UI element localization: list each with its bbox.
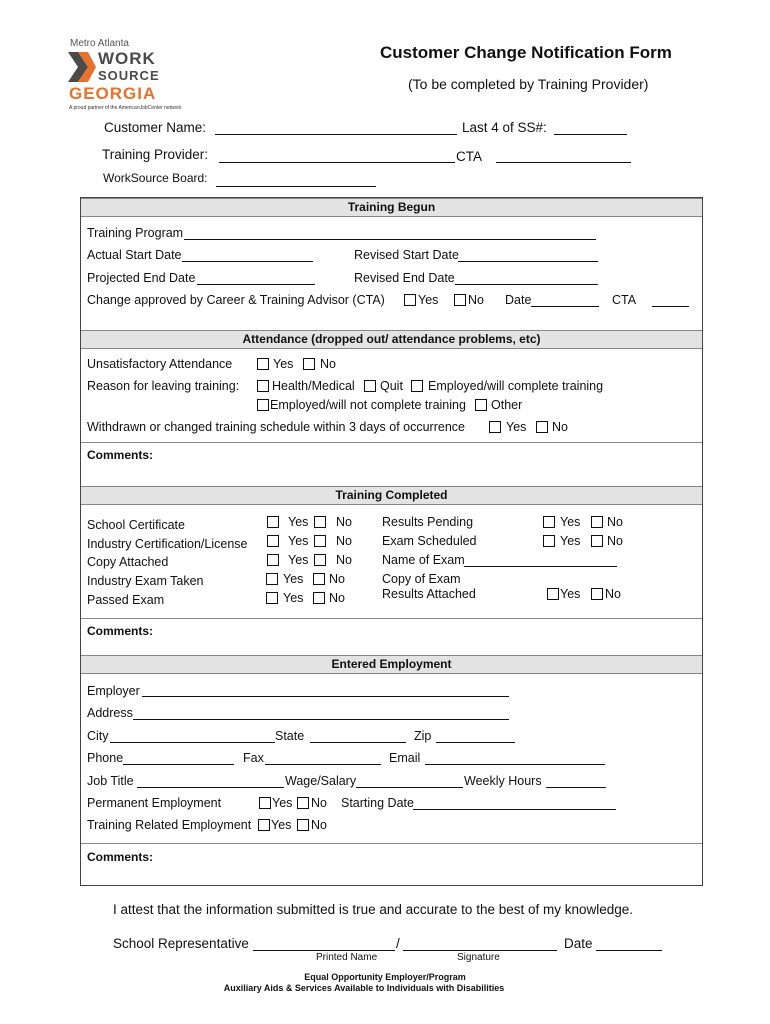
address-label: Address xyxy=(87,706,133,720)
cta-field[interactable] xyxy=(496,162,631,163)
permanent-employment-label: Permanent Employment xyxy=(87,796,222,810)
revised-start-label: Revised Start Date xyxy=(354,248,459,262)
approval-date-label: Date xyxy=(505,293,532,307)
employer-label: Employer xyxy=(87,684,140,698)
employed-complete-checkbox[interactable] xyxy=(411,380,423,392)
city-label: City xyxy=(87,729,109,743)
employer-field[interactable] xyxy=(142,696,509,697)
other-label: Other xyxy=(491,398,523,412)
ss-field[interactable] xyxy=(554,134,627,135)
attestation-text: I attest that the information submitted is true and accurate to the best of my knowledge. xyxy=(113,902,634,917)
customer-name-label: Customer Name: xyxy=(104,120,207,135)
state-field[interactable] xyxy=(310,742,406,743)
school-cert-yes-checkbox[interactable] xyxy=(267,516,279,528)
passed-exam-no-checkbox[interactable] xyxy=(313,592,325,604)
related-no-checkbox[interactable] xyxy=(297,819,309,831)
quit-label: Quit xyxy=(380,379,403,393)
cta-approved-yes-label: Yes xyxy=(418,293,439,307)
actual-start-field[interactable] xyxy=(182,261,313,262)
completed-left-labels xyxy=(87,516,248,610)
completed-comments-label: Comments: xyxy=(87,624,154,638)
form-subtitle: (To be completed by Training Provider) xyxy=(408,76,649,92)
job-title-field[interactable] xyxy=(137,787,284,788)
customer-name-field[interactable] xyxy=(215,134,457,135)
training-program-label: Training Program xyxy=(87,226,184,240)
training-provider-label: Training Provider: xyxy=(102,147,209,162)
results-pending-no-label: No xyxy=(607,515,623,529)
worksource-board-field[interactable] xyxy=(216,186,376,187)
industry-certification-label: Industry Certification/License xyxy=(87,536,248,551)
industry-cert-no-checkbox[interactable] xyxy=(314,535,326,547)
results-pending-yes-checkbox[interactable] xyxy=(543,516,555,528)
related-yes-label: Yes xyxy=(271,818,292,832)
exam-taken-yes-checkbox[interactable] xyxy=(266,573,278,585)
job-title-label: Job Title xyxy=(87,774,134,788)
actual-start-label: Actual Start Date xyxy=(87,248,182,262)
fax-field[interactable] xyxy=(265,764,381,765)
printed-name-caption: Printed Name xyxy=(316,952,378,963)
employment-comments-divider xyxy=(81,843,702,844)
exam-scheduled-label: Exam Scheduled xyxy=(382,534,477,548)
school-cert-no-checkbox[interactable] xyxy=(314,516,326,528)
logo-work-text: WORK xyxy=(98,49,156,68)
logo-source-text: SOURCE xyxy=(98,68,160,83)
employment-comments-label: Comments: xyxy=(87,850,154,864)
health-medical-checkbox[interactable] xyxy=(257,380,269,392)
unsat-no-label: No xyxy=(320,357,336,371)
withdrawn-label: Withdrawn or changed training schedule within 3 days of occurrence xyxy=(87,420,465,434)
exam-scheduled-no-label: No xyxy=(607,534,623,548)
school-cert-no-label: No xyxy=(336,515,352,529)
withdrawn-yes-checkbox[interactable] xyxy=(489,421,501,433)
city-field[interactable] xyxy=(110,742,275,743)
exam-scheduled-yes-label: Yes xyxy=(560,534,581,548)
training-program-field[interactable] xyxy=(184,239,596,240)
logo-chevron-icon xyxy=(68,52,96,82)
permanent-yes-label: Yes xyxy=(272,796,293,810)
revised-start-field[interactable] xyxy=(458,261,598,262)
cta-approved-no-checkbox[interactable] xyxy=(454,294,466,306)
email-field[interactable] xyxy=(425,764,605,765)
quit-checkbox[interactable] xyxy=(364,380,376,392)
wage-field[interactable] xyxy=(356,787,463,788)
training-completed-heading: Training Completed xyxy=(81,486,702,505)
copy-attached-no-label: No xyxy=(336,553,352,567)
unsatisfactory-attendance-label: Unsatisfactory Attendance xyxy=(87,357,233,371)
projected-end-label: Projected End Date xyxy=(87,271,196,285)
fax-label: Fax xyxy=(243,751,264,765)
attendance-comments-divider xyxy=(81,442,702,443)
revised-end-field[interactable] xyxy=(455,284,598,285)
cta-approved-no-label: No xyxy=(468,293,484,307)
cta-label: CTA xyxy=(456,149,482,164)
related-yes-checkbox[interactable] xyxy=(258,819,270,831)
wage-label: Wage/Salary xyxy=(285,774,357,788)
passed-exam-no-label: No xyxy=(329,591,345,605)
form-title: Customer Change Notification Form xyxy=(380,43,672,62)
logo-tagline: A proud partner of the AmericanJobCenter network xyxy=(69,105,182,111)
weekly-hours-label: Weekly Hours xyxy=(464,774,542,788)
logo-georgia-text: GEORGIA xyxy=(69,84,157,103)
completed-comments-divider xyxy=(81,618,702,619)
school-certificate-label: School Certificate xyxy=(87,518,185,532)
attendance-comments-label: Comments: xyxy=(87,448,154,462)
revised-end-label: Revised End Date xyxy=(354,271,455,285)
permanent-no-checkbox[interactable] xyxy=(297,797,309,809)
attendance-heading: Attendance (dropped out/ attendance problems, etc) xyxy=(81,330,702,349)
unsat-no-checkbox[interactable] xyxy=(303,358,315,370)
results-pending-no-checkbox[interactable] xyxy=(591,516,603,528)
results-attached-yes-label: Yes xyxy=(560,587,581,601)
passed-exam-yes-checkbox[interactable] xyxy=(266,592,278,604)
reason-leaving-label: Reason for leaving training: xyxy=(87,379,240,393)
exam-taken-no-label: No xyxy=(329,572,345,586)
related-no-label: No xyxy=(311,818,327,832)
worksource-board-label: WorkSource Board: xyxy=(103,171,208,185)
signature-caption: Signature xyxy=(457,952,500,963)
copy-attached-yes-label: Yes xyxy=(288,553,309,567)
copy-attached-label: Copy Attached xyxy=(87,555,169,570)
logo-region-text: Metro Atlanta xyxy=(70,38,129,49)
printed-name-field[interactable] xyxy=(253,950,395,951)
results-attached-no-label: No xyxy=(605,587,621,601)
training-provider-field[interactable] xyxy=(219,162,455,163)
industry-cert-yes-checkbox[interactable] xyxy=(267,535,279,547)
school-cert-yes-label: Yes xyxy=(288,515,309,529)
unsat-yes-checkbox[interactable] xyxy=(257,358,269,370)
results-pending-label: Results Pending xyxy=(382,515,474,529)
name-of-exam-field[interactable] xyxy=(464,566,617,567)
copy-attached-no-checkbox[interactable] xyxy=(314,554,326,566)
signature-field[interactable] xyxy=(403,950,557,951)
permanent-no-label: No xyxy=(311,796,327,810)
unsat-yes-label: Yes xyxy=(273,357,294,371)
school-representative-label: School Representative xyxy=(113,936,249,951)
results-pending-yes-label: Yes xyxy=(560,515,581,529)
exam-taken-yes-label: Yes xyxy=(283,572,304,586)
footer-date-field[interactable] xyxy=(596,950,662,951)
weekly-hours-field[interactable] xyxy=(546,787,606,788)
starting-date-label: Starting Date xyxy=(341,796,414,810)
address-field[interactable] xyxy=(133,719,509,720)
email-label: Email xyxy=(389,751,421,765)
copy-attached-yes-checkbox[interactable] xyxy=(267,554,279,566)
passed-exam-yes-label: Yes xyxy=(283,591,304,605)
starting-date-field[interactable] xyxy=(413,809,616,810)
approval-date-field[interactable] xyxy=(531,306,599,307)
auxiliary-aids-statement: Auxiliary Aids & Services Available to Individuals with Disabilities xyxy=(223,983,505,993)
other-checkbox[interactable] xyxy=(475,399,487,411)
zip-label: Zip xyxy=(414,729,432,743)
employed-complete-label: Employed/will complete training xyxy=(428,379,604,393)
ss-label: Last 4 of SS#: xyxy=(462,120,547,135)
industry-cert-yes-label: Yes xyxy=(288,534,309,548)
exam-scheduled-no-checkbox[interactable] xyxy=(591,535,603,547)
training-related-label: Training Related Employment xyxy=(87,818,252,832)
phone-label: Phone xyxy=(87,751,124,765)
health-medical-label: Health/Medical xyxy=(272,379,355,393)
industry-cert-no-label: No xyxy=(336,534,352,548)
exam-taken-no-checkbox[interactable] xyxy=(313,573,325,585)
projected-end-field[interactable] xyxy=(197,284,315,285)
withdrawn-no-checkbox[interactable] xyxy=(536,421,548,433)
industry-exam-taken-label: Industry Exam Taken xyxy=(87,574,204,589)
approval-cta-label: CTA xyxy=(612,293,637,307)
employed-not-complete-label: Employed/will not complete training xyxy=(270,398,466,412)
phone-field[interactable] xyxy=(123,764,234,765)
permanent-yes-checkbox[interactable] xyxy=(259,797,271,809)
results-attached-no-checkbox[interactable] xyxy=(591,588,603,600)
results-attached-yes-checkbox[interactable] xyxy=(547,588,559,600)
eeo-statement: Equal Opportunity Employer/Program xyxy=(304,972,466,982)
training-begun-heading: Training Begun xyxy=(81,198,702,217)
footer-date-label: Date xyxy=(564,936,593,951)
exam-scheduled-yes-checkbox[interactable] xyxy=(543,535,555,547)
zip-field[interactable] xyxy=(436,742,515,743)
cta-approved-label: Change approved by Career & Training Advisor (CTA) xyxy=(87,293,385,307)
approval-cta-field[interactable] xyxy=(652,306,689,307)
copy-of-exam-label: Copy of Exam xyxy=(382,572,461,586)
name-signature-separator: / xyxy=(396,936,400,951)
cta-approved-yes-checkbox[interactable] xyxy=(404,294,416,306)
withdrawn-no-label: No xyxy=(552,420,568,434)
results-attached-label: Results Attached xyxy=(382,587,476,601)
employed-not-complete-checkbox[interactable] xyxy=(257,399,269,411)
state-label: State xyxy=(275,729,305,743)
entered-employment-heading: Entered Employment xyxy=(81,655,702,674)
name-of-exam-label: Name of Exam xyxy=(382,553,465,567)
passed-exam-label: Passed Exam xyxy=(87,592,165,607)
withdrawn-yes-label: Yes xyxy=(506,420,527,434)
